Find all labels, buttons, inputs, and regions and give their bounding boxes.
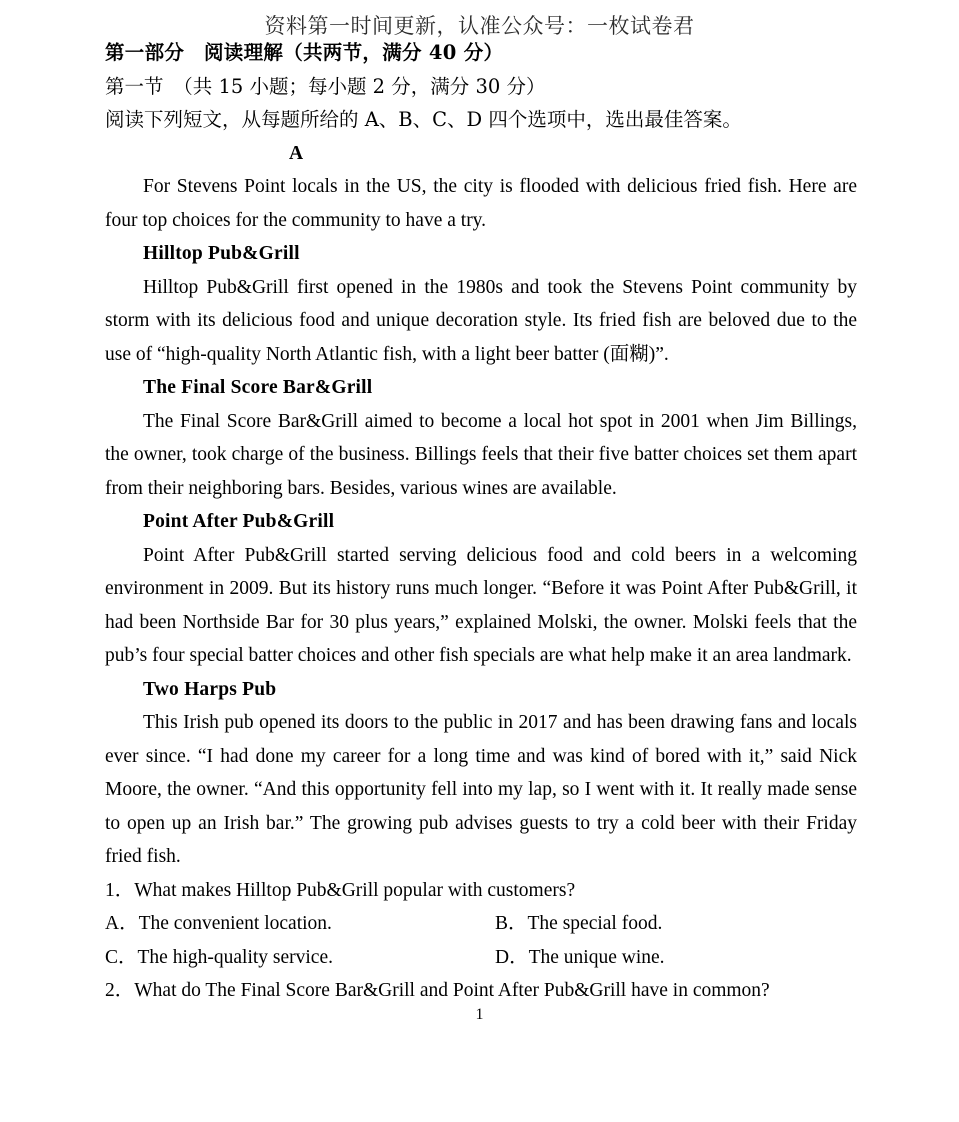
entry-body-point-after: Point After Pub&Grill started serving delicious food and cold beers in a welcoming environment in 2009. But its history runs much longer. “Before it was Point After Pub&Grill, it had been Northside Bar for 30 plus years,” explained Molski, the owner. Molski feels that the pub’s four special batter choices and other fish specials are what help make it an area landmark. xyxy=(105,544,857,666)
entry-body-two-harps: This Irish pub opened its doors to the public in 2017 and has been drawing fans and locals ever since. “I had done my career for a long time and was kind of bored with it,” said Nick Moore, the owner. “And this opportunity fell into my lap, so I went with it. It really made sense to open up an Irish bar.” The growing pub advises guests to try a cold beer with their Friday fried fish. xyxy=(105,712,857,867)
question-2-number: 2． xyxy=(105,980,135,1001)
option-c-text: The high-quality service. xyxy=(137,946,333,968)
option-b-text: The special food. xyxy=(527,913,663,934)
question-1-stem: What makes Hilltop Pub&Grill popular with customers? xyxy=(134,879,576,901)
question-1 xyxy=(105,874,857,908)
section-title: 第一部分 阅读理解（共两节，满分 40 分） xyxy=(105,41,504,64)
page-number: 1 xyxy=(475,1006,484,1023)
reading-instruction: 阅读下列短文，从每题所给的 A、B、C、D 四个选项中，选出最佳答案。 xyxy=(105,108,742,131)
entry-body-hilltop: Hilltop Pub&Grill first opened in the 1980s and took the Stevens Point community by storm with its delicious food and unique decoration style. Its fried fish are beloved due to the use of “high-quality North Atlantic fish, with a light beer batter (面糊)”. xyxy=(105,276,857,365)
entry-body-final-score: The Final Score Bar&Grill aimed to become a local hot spot in 2001 when Jim Billings, the owner, took charge of the business. Billings feels that their five batter choices set them apart from their neighboring bars. Besides, various wines are available. xyxy=(105,410,857,499)
option-a-key: A． xyxy=(105,913,139,934)
option-c[interactable] xyxy=(105,941,495,975)
question-1-options-row-2 xyxy=(105,941,857,975)
option-b-key: B． xyxy=(495,913,528,934)
watermark-header-text: 资料第一时间更新，认准公众号：一枚试卷君 xyxy=(264,14,695,38)
option-d-text: The unique wine. xyxy=(528,946,665,968)
question-1-options-row-1 xyxy=(105,907,857,941)
option-d-key: D． xyxy=(495,946,529,968)
entry-heading-two-harps: Two Harps Pub xyxy=(143,678,277,700)
section-subtitle: 第一节 （共 15 小题；每小题 2 分，满分 30 分） xyxy=(105,74,546,98)
question-2-stem: What do The Final Score Bar&Grill and Point After Pub&Grill have in common? xyxy=(134,980,770,1001)
option-c-key: C． xyxy=(105,946,138,968)
entry-heading-point-after: Point After Pub&Grill xyxy=(143,511,335,532)
intro-paragraph: For Stevens Point locals in the US, the city is flooded with delicious fried fish. Here are four top choices for the community to have a try. xyxy=(105,176,857,231)
passage-label-a: A xyxy=(288,142,304,164)
option-a-text: The convenient location. xyxy=(138,913,332,934)
entry-heading-final-score: The Final Score Bar&Grill xyxy=(143,377,373,398)
option-a[interactable] xyxy=(105,907,495,941)
page-content xyxy=(105,36,857,1008)
option-b[interactable] xyxy=(495,907,857,941)
entry-heading-hilltop: Hilltop Pub&Grill xyxy=(143,243,300,264)
option-d[interactable] xyxy=(495,941,857,975)
question-1-number: 1． xyxy=(105,879,135,901)
question-2 xyxy=(105,974,857,1008)
